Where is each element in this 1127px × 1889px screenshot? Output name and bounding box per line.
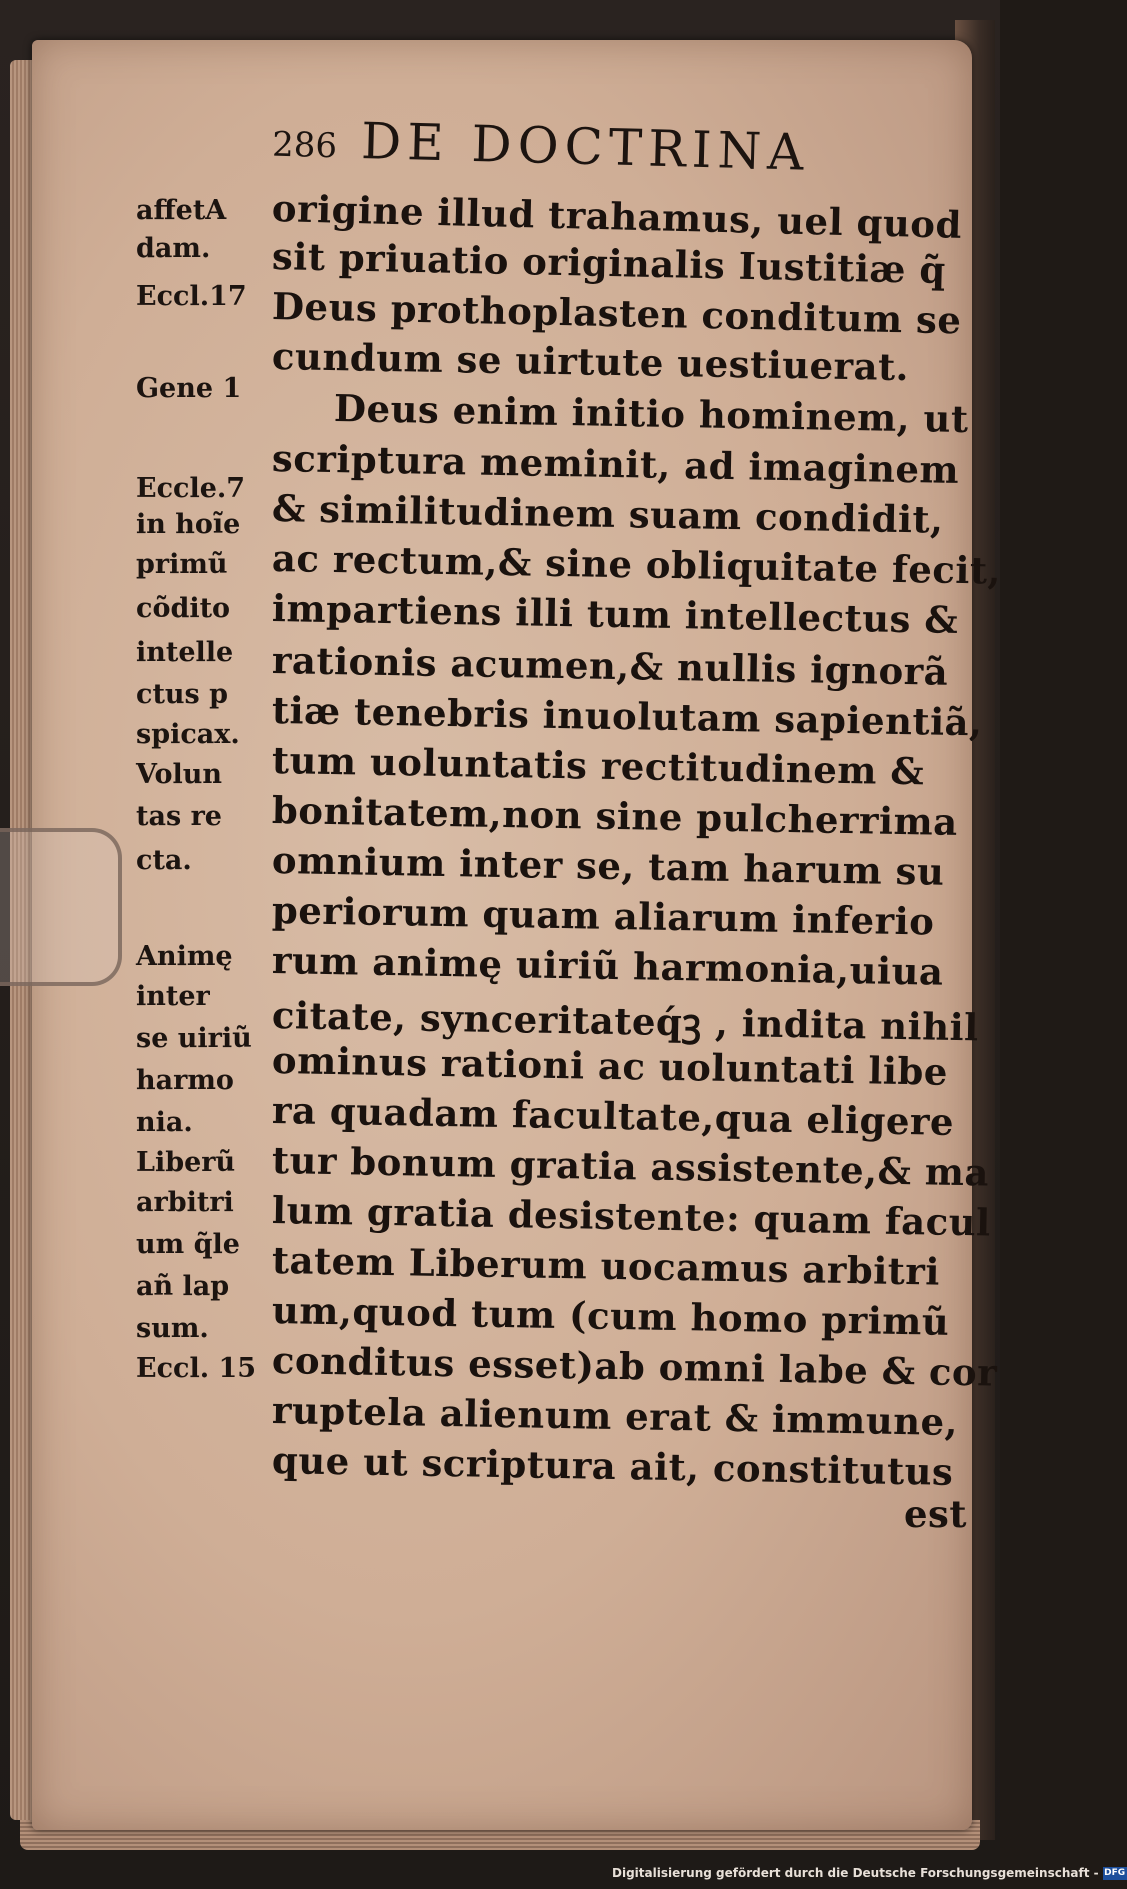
margin-note: primũ xyxy=(136,549,228,580)
text-line: Deus enim initio hominem, ut xyxy=(333,386,969,442)
text-line: tiæ tenebris inuolutam sapientiã, xyxy=(271,688,983,745)
page-number: 286 xyxy=(271,124,338,167)
margin-note: ctus p xyxy=(136,679,229,710)
text-line: sit priuatio originalis Iustitiæ q̃ xyxy=(271,234,947,293)
text-line: & similitudinem suam condidit, xyxy=(271,486,944,542)
text-line: origine illud trahamus, uel quod xyxy=(271,186,963,247)
margin-note: Eccle.7 xyxy=(136,473,246,504)
credit-text: Digitalisierung gefördert durch die Deutsche Forschungsgemeinschaft - xyxy=(612,1866,1099,1880)
text-line: conditus esset)ab omni labe & cor xyxy=(271,1338,998,1395)
text-line: rationis acumen,& nullis ignorã xyxy=(271,638,949,694)
text-line: scriptura meminit, ad imaginem xyxy=(271,436,960,492)
text-line: citate, synceritateq́ꝫ , indita nihil xyxy=(271,993,980,1050)
text-line: omnium inter se, tam harum su xyxy=(271,838,945,894)
margin-note: harmo xyxy=(136,1065,234,1096)
text-line: tatem Liberum uocamus arbitri xyxy=(271,1238,941,1294)
digitization-credit xyxy=(612,1866,1126,1886)
margin-note: tas re xyxy=(136,801,222,832)
margin-note: intelle xyxy=(136,637,234,668)
text-line: ominus rationi ac uoluntati libe xyxy=(271,1038,949,1094)
text-line: tum uoluntatis rectitudinem & xyxy=(271,738,925,794)
margin-note: um q̃le xyxy=(136,1229,240,1260)
text-line: impartiens illi tum intellectus & xyxy=(271,586,959,642)
text-line: periorum quam aliarum inferio xyxy=(271,888,935,944)
margin-note: Eccl. 15 xyxy=(136,1353,257,1384)
text-line: lum gratia desistente: quam facul xyxy=(271,1188,992,1245)
text-line: um,quod tum (cum homo primũ xyxy=(271,1288,950,1344)
margin-note: dam. xyxy=(136,233,211,264)
header-title: DE DOCTRINA xyxy=(360,111,811,182)
margin-note: cõdito xyxy=(136,593,231,624)
text-line: est xyxy=(904,1492,967,1536)
margin-note: arbitri xyxy=(136,1187,234,1218)
text-line: ac rectum,& sine obliquitate fecit, xyxy=(271,536,1002,593)
text-line: rum animę uiriũ harmonia,uiua xyxy=(271,938,944,994)
text-line: Deus prothoplasten conditum se xyxy=(271,284,962,343)
margin-note: cta. xyxy=(136,845,192,876)
text-line: ruptela alienum erat & immune, xyxy=(271,1388,959,1444)
margin-note: nia. xyxy=(136,1107,193,1138)
margin-note: affetA xyxy=(136,195,227,226)
margin-note: in hoĩe xyxy=(136,509,241,540)
text-line: tur bonum gratia assistente,& ma xyxy=(271,1138,990,1195)
margin-note: Animę xyxy=(136,941,233,972)
text-line: cundum se uirtute uestiuerat. xyxy=(271,334,910,390)
margin-note: spicax. xyxy=(136,719,240,750)
margin-note: se uiriũ xyxy=(136,1023,252,1054)
text-line: que ut scriptura ait, constitutus xyxy=(271,1438,954,1494)
page-clip xyxy=(0,828,122,986)
margin-note: Eccl.17 xyxy=(136,281,247,312)
dfg-logo: DFG xyxy=(1104,1868,1126,1878)
margin-note: Gene 1 xyxy=(136,373,242,404)
margin-note: sum. xyxy=(136,1313,209,1344)
margin-note: añ lap xyxy=(136,1271,230,1302)
margin-note: Liberũ xyxy=(136,1147,236,1178)
text-line: bonitatem,non sine pulcherrima xyxy=(271,788,959,844)
margin-note: Volun xyxy=(136,759,222,790)
text-line: ra quadam facultate,qua eligere xyxy=(271,1088,955,1144)
margin-note: inter xyxy=(136,981,210,1012)
